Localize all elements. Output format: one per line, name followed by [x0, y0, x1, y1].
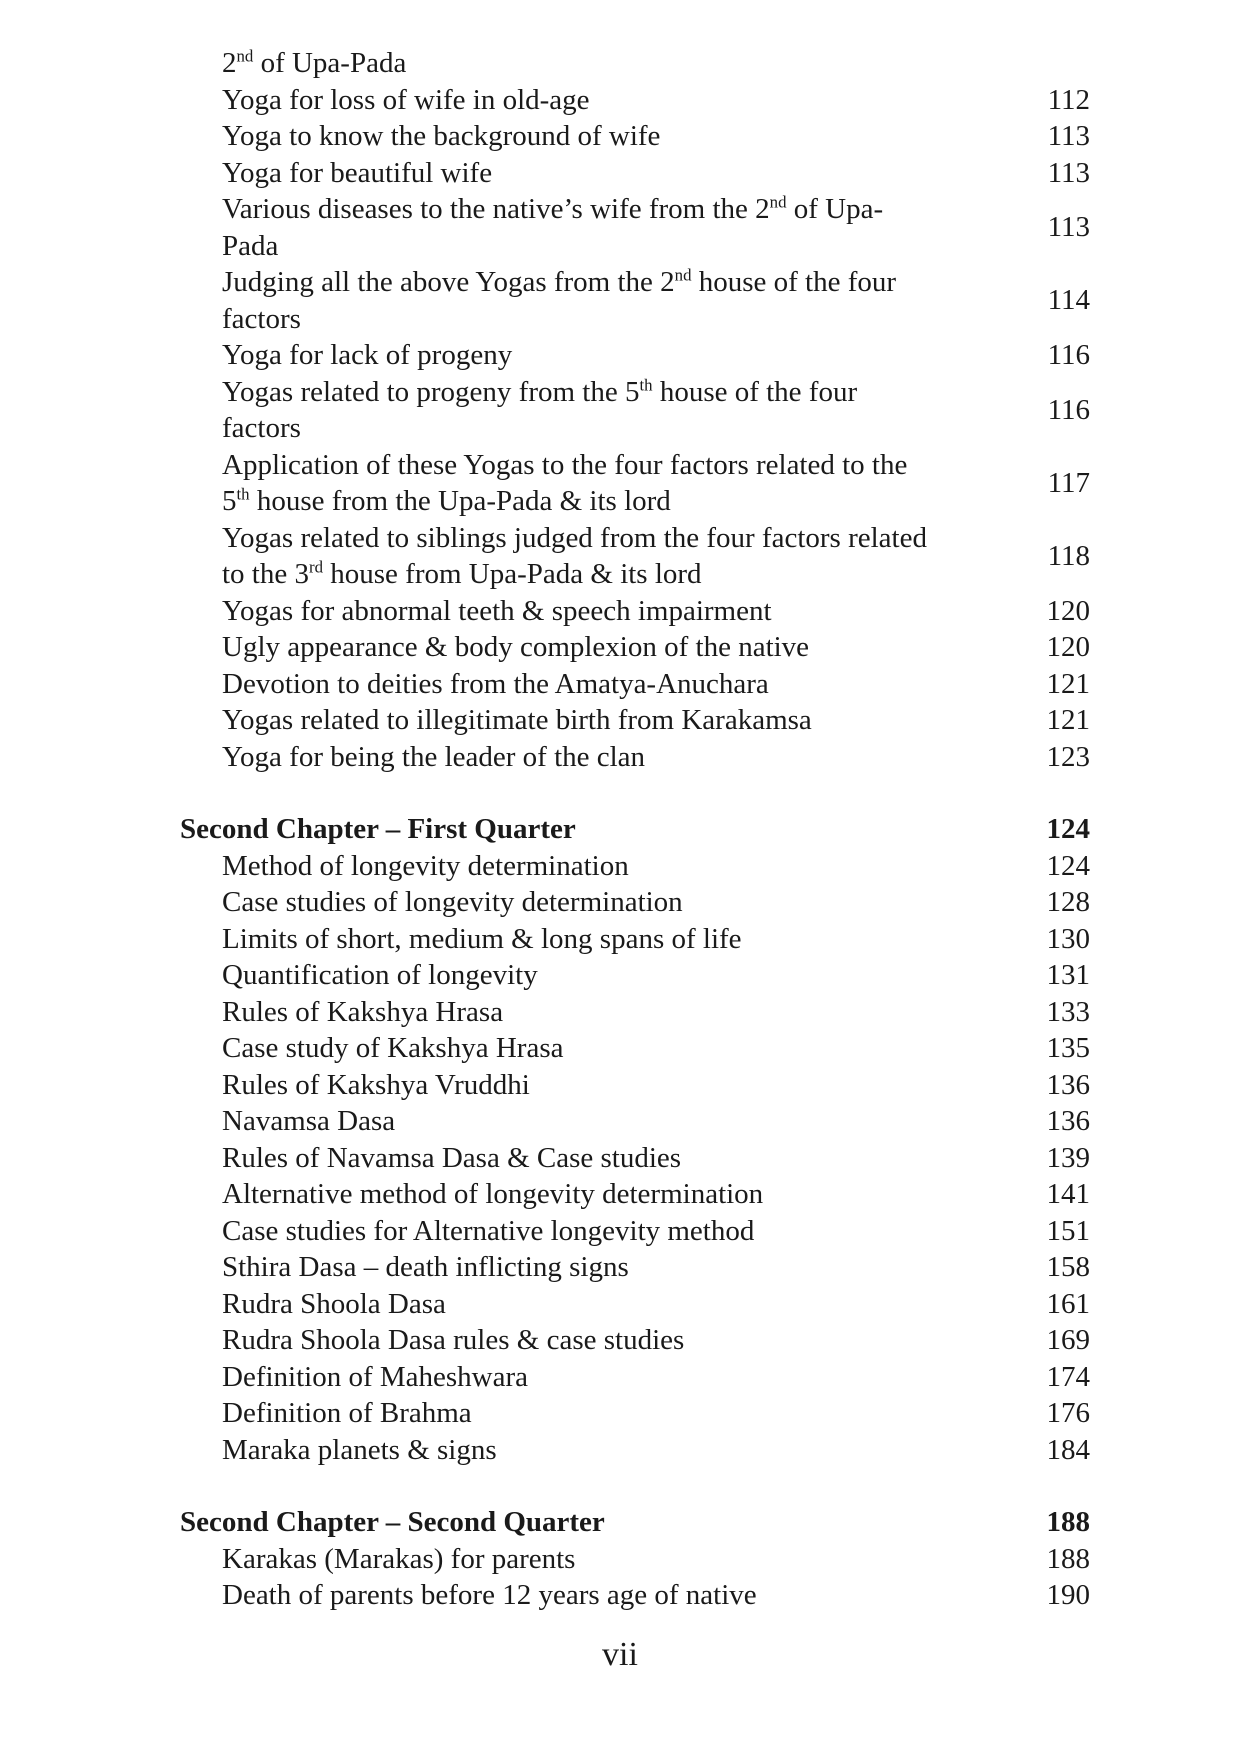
toc-entry-title: Yoga for being the leader of the clan — [222, 740, 646, 773]
toc-entry-page: 114 — [1047, 284, 1090, 317]
toc-entry — [180, 739, 1090, 776]
toc-entry-page: 188 — [1046, 1542, 1090, 1575]
toc-entry-title: Yogas related to progeny from the 5th house of the four factors — [222, 375, 858, 444]
toc-entry — [180, 1577, 1090, 1614]
toc-entry-title: Maraka planets & signs — [222, 1433, 497, 1466]
toc-entry — [180, 1359, 1090, 1396]
toc-entry — [180, 593, 1090, 630]
toc-chapter-heading-title: Second Chapter – First Quarter — [180, 813, 576, 845]
toc-entry — [180, 45, 1090, 82]
toc-entry-page: 136 — [1046, 1105, 1090, 1137]
toc-entry-page: 151 — [1046, 1214, 1090, 1247]
toc-entry-page: 184 — [1046, 1433, 1090, 1466]
toc-entry-title: Rules of Kakshya Hrasa — [222, 995, 504, 1028]
toc-entry — [180, 264, 1090, 337]
toc-entry-page: 161 — [1046, 1287, 1090, 1320]
toc-entry-title: Case studies of longevity determination — [222, 886, 683, 918]
toc-entry — [180, 337, 1090, 374]
toc-entry-title: Sthira Dasa – death inflicting signs — [222, 1251, 629, 1283]
toc-entry-title: Definition of Brahma — [222, 1397, 472, 1429]
toc-entry-title: Ugly appearance & body complexion of the native — [222, 631, 810, 663]
toc-entry-title: Yoga for beautiful wife — [222, 156, 493, 189]
toc-entry-page: 118 — [1047, 539, 1090, 572]
toc-chapter-heading — [180, 1504, 1090, 1541]
page-number: vii — [602, 1636, 638, 1673]
toc-entry — [180, 629, 1090, 666]
toc-chapter-heading-title: Second Chapter – Second Quarter — [180, 1506, 605, 1538]
toc-entry-title: Various diseases to the native’s wife from the 2nd of Upa- Pada — [222, 192, 884, 262]
toc-entry-page: 139 — [1046, 1141, 1090, 1174]
toc-entry-page: 190 — [1046, 1579, 1090, 1611]
toc-entry-page: 120 — [1046, 594, 1090, 627]
toc-entry-title: Yogas related to siblings judged from the four factors related to the 3rd house from Upa-Pada & its lord — [222, 521, 927, 590]
toc-entry — [180, 1103, 1090, 1140]
toc-entry-title: Method of longevity determination — [222, 849, 629, 882]
toc-entry-title: Rules of Kakshya Vruddhi — [222, 1068, 530, 1101]
toc-entry-page: 136 — [1046, 1068, 1090, 1101]
toc-entry — [180, 1322, 1090, 1359]
toc-chapter-heading-page: 124 — [1046, 813, 1090, 845]
toc-entry — [180, 884, 1090, 921]
toc-entry — [180, 374, 1090, 447]
toc-entry — [180, 447, 1090, 520]
toc-entry-title: Navamsa Dasa — [222, 1105, 396, 1137]
toc-entry — [180, 1067, 1090, 1104]
toc-entry — [180, 921, 1090, 958]
toc-entry — [180, 1286, 1090, 1323]
toc-entry — [180, 118, 1090, 155]
toc-entry-title: Definition of Maheshwara — [222, 1360, 529, 1393]
toc-entry — [180, 957, 1090, 994]
toc-entry-page: 124 — [1046, 849, 1090, 882]
toc-entry-title: 2nd of Upa-Pada — [222, 46, 407, 79]
toc-entry-page: 169 — [1046, 1324, 1090, 1356]
toc-entry — [180, 702, 1090, 739]
toc-entry-title: Application of these Yogas to the four factors related to the 5th house from the Upa-Pada & its lord — [222, 448, 908, 517]
toc-entry — [180, 1030, 1090, 1067]
toc-entry-title: Death of parents before 12 years age of native — [222, 1579, 757, 1611]
toc-entry — [180, 82, 1090, 119]
toc-entry — [180, 520, 1090, 593]
toc-entry-page: 176 — [1046, 1397, 1090, 1429]
toc-entry — [180, 994, 1090, 1031]
toc-entry — [180, 1213, 1090, 1250]
toc-entry-title: Alternative method of longevity determination — [222, 1178, 764, 1210]
toc-entry-title: Quantification of longevity — [222, 959, 538, 991]
toc-entry — [180, 666, 1090, 703]
toc-entry-page: 128 — [1046, 886, 1090, 918]
toc-entry — [180, 155, 1090, 192]
toc-entry — [180, 1176, 1090, 1213]
toc-entry-title: Yogas for abnormal teeth & speech impairment — [222, 594, 772, 627]
toc-entry-title: Judging all the above Yogas from the 2nd house of the four factors — [222, 265, 897, 335]
toc-entry-page: 113 — [1047, 120, 1090, 152]
toc-entry-page: 112 — [1047, 83, 1090, 116]
toc-entry-title: Case studies for Alternative longevity method — [222, 1214, 755, 1247]
toc-entry-title: Devotion to deities from the Amatya-Anuchara — [222, 667, 769, 700]
toc-entry-title: Limits of short, medium & long spans of life — [222, 922, 742, 955]
toc-entry — [180, 1395, 1090, 1432]
toc-entry — [180, 1249, 1090, 1286]
toc-entry-title: Yoga for lack of progeny — [222, 339, 513, 371]
toc-entry-page: 130 — [1046, 922, 1090, 955]
toc-entry-page: 117 — [1047, 466, 1090, 499]
toc-entry-page: 135 — [1046, 1032, 1090, 1064]
toc-entry-page: 121 — [1046, 667, 1090, 700]
toc-entry-page: 121 — [1046, 704, 1090, 736]
toc-entry-title: Rudra Shoola Dasa rules & case studies — [222, 1324, 685, 1356]
toc-chapter-heading-page: 188 — [1046, 1506, 1090, 1538]
toc-entry-title: Karakas (Marakas) for parents — [222, 1542, 576, 1575]
toc-entry-page: 141 — [1046, 1178, 1090, 1210]
toc-entry-page: 174 — [1046, 1360, 1090, 1393]
toc-entry-title: Yogas related to illegitimate birth from Karakamsa — [222, 704, 812, 736]
toc-entry-page: 131 — [1046, 959, 1090, 991]
toc-entry-page: 158 — [1046, 1251, 1090, 1283]
section-gap — [180, 1468, 1090, 1504]
toc-entry-title: Case study of Kakshya Hrasa — [222, 1032, 564, 1064]
toc-entry-page: 123 — [1046, 740, 1090, 773]
toc-chapter-heading — [180, 811, 1090, 848]
toc-entry-page: 113 — [1047, 211, 1090, 244]
toc-entry-title: Rudra Shoola Dasa — [222, 1287, 446, 1320]
toc-entry-page: 113 — [1047, 156, 1090, 189]
section-gap — [180, 775, 1090, 811]
toc-entry — [180, 1432, 1090, 1469]
toc-entry — [180, 848, 1090, 885]
toc-entry-title: Rules of Navamsa Dasa & Case studies — [222, 1141, 682, 1174]
toc-entry — [180, 191, 1090, 264]
toc-entry-title: Yoga for loss of wife in old-age — [222, 83, 590, 116]
toc-entry-page: 116 — [1047, 339, 1090, 371]
toc-entry — [180, 1541, 1090, 1578]
toc-entry-page: 133 — [1046, 995, 1090, 1028]
toc-entry-page: 120 — [1046, 631, 1090, 663]
table-of-contents — [180, 45, 1090, 1614]
toc-entry-page: 116 — [1047, 393, 1090, 426]
toc-entry — [180, 1140, 1090, 1177]
toc-entry-title: Yoga to know the background of wife — [222, 120, 661, 152]
